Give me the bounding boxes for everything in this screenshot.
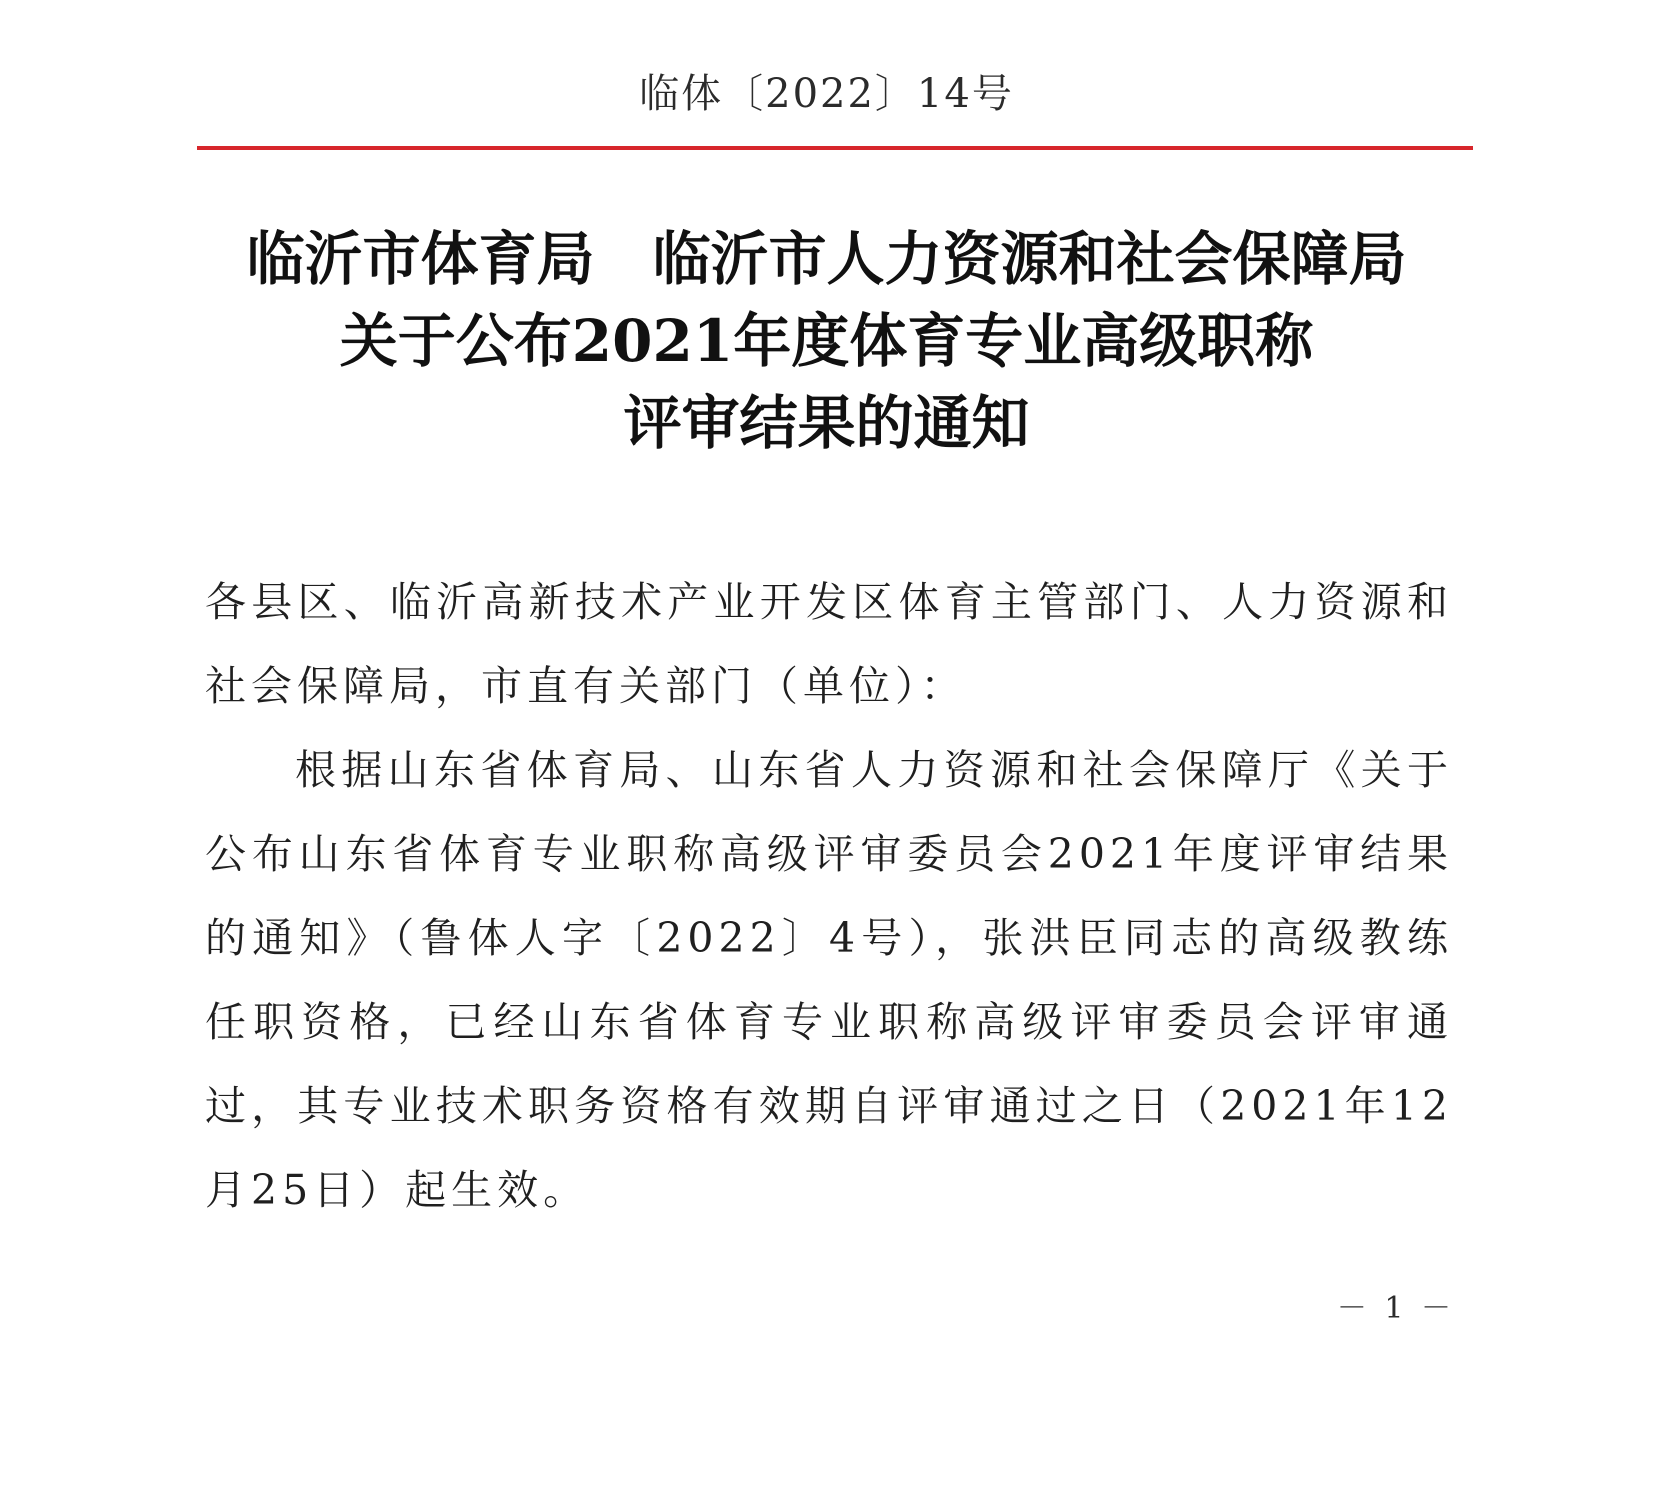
body-paragraph-1: 根据山东省体育局、山东省人力资源和社会保障厅《关于公布山东省体育专业职称高级评审委员会2021年度评审结果的通知》（鲁体人字〔2022〕4号），张洪臣同志的高级教练任职资格，已经山东省体育专业职称高级评审委员会评审通过，其专业技术职务资格有效期自评审通过之日（2021年12月25日）起生效。 <box>205 746 1453 1214</box>
document-body <box>205 560 1453 1232</box>
title-line-3: 评审结果的通知 <box>623 389 1030 457</box>
document-title <box>150 218 1503 464</box>
red-separator-line <box>197 146 1473 150</box>
document-number: 临体〔2022〕14号 <box>639 71 1014 117</box>
title-line-1: 临沂市体育局 临沂市人力资源和社会保障局 <box>246 225 1407 293</box>
salutation: 各县区、临沂高新技术产业开发区体育主管部门、人力资源和社会保障局，市直有关部门（单位）： <box>205 578 1453 710</box>
title-line-2: 关于公布2021年度体育专业高级职称 <box>339 307 1314 375</box>
page-number: － 1 － <box>1336 1291 1455 1326</box>
